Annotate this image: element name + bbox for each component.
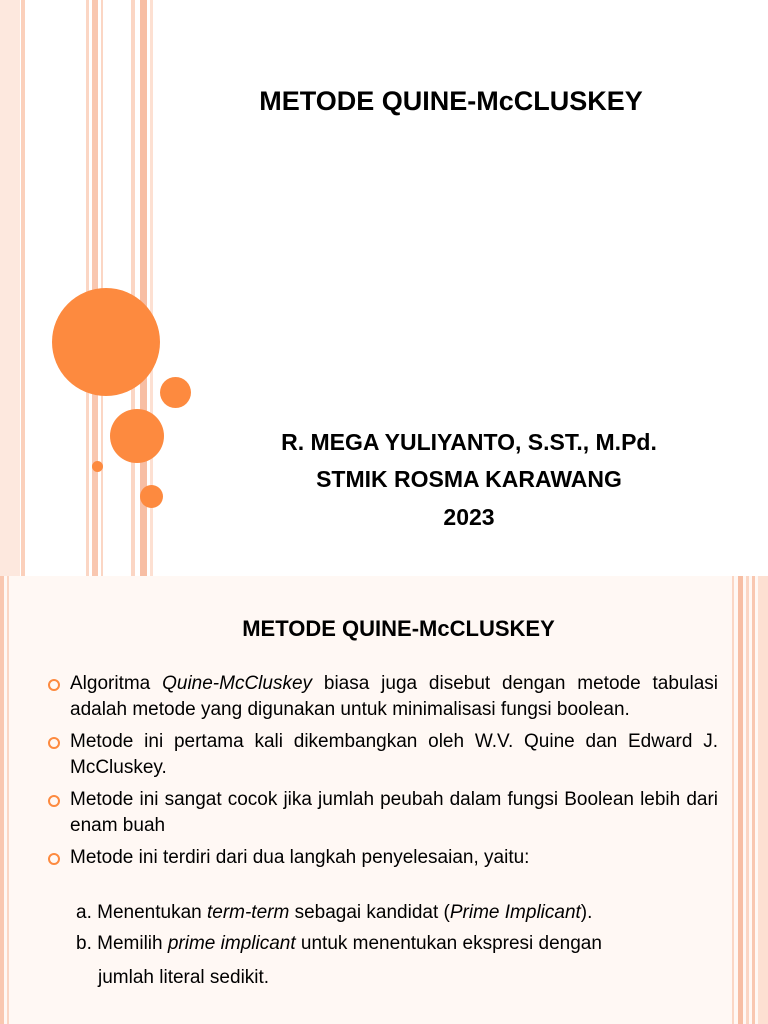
decor-circle-large — [52, 288, 160, 396]
decor-stripe — [732, 576, 734, 1024]
bullet-ring-icon — [48, 679, 60, 691]
list-item — [46, 671, 718, 723]
slide-title: METODE QUINE-McCLUSKEY — [259, 86, 643, 116]
decor-stripe — [758, 576, 768, 1024]
sub-emphasis: prime implicant — [167, 933, 296, 954]
bullet-text: Metode ini sangat cocok jika jumlah peubah dalam fungsi Boolean lebih dari enam buah — [70, 789, 718, 836]
list-item — [46, 845, 718, 871]
decor-circle-small — [160, 377, 191, 408]
bullet-text: Algoritma — [70, 673, 163, 694]
decor-stripe — [0, 576, 4, 1024]
decor-stripe — [752, 576, 755, 1024]
bullet-ring-icon — [48, 853, 60, 865]
year: 2023 — [443, 504, 495, 530]
list-item — [46, 729, 718, 781]
bullet-ring-icon — [48, 795, 60, 807]
bullet-list — [46, 671, 718, 877]
sub-item-b-line2: jumlah literal sedikit. — [98, 967, 270, 988]
sub-item-a — [76, 902, 592, 924]
decor-stripe — [7, 576, 9, 1024]
sub-text: ). — [580, 902, 593, 923]
sub-text: sebagai kandidat ( — [289, 902, 450, 923]
institution-name: STMIK ROSMA KARAWANG — [316, 466, 622, 492]
sub-emphasis: Prime Implicant — [449, 902, 581, 923]
bullet-text: Metode ini pertama kali dikembangkan oleh W.V. Quine dan Edward J. McCluskey. — [70, 731, 718, 778]
content-slide — [0, 576, 768, 1024]
sub-text: b. Memilih — [76, 933, 168, 954]
bullet-emphasis: Quine-McCluskey — [162, 673, 313, 694]
sub-item-b — [76, 933, 602, 955]
author-name: R. MEGA YULIYANTO, S.ST., M.Pd. — [281, 429, 657, 455]
decor-stripe — [746, 576, 749, 1024]
sub-text: untuk menentukan ekspresi dengan — [295, 933, 602, 954]
decor-stripe — [738, 576, 743, 1024]
sub-emphasis: term-term — [206, 902, 290, 923]
list-item — [46, 787, 718, 839]
bullet-text: Metode ini terdiri dari dua langkah penyelesaian, yaitu: — [70, 847, 530, 868]
slide-title: METODE QUINE-McCLUSKEY — [242, 616, 555, 641]
bullet-text: biasa juga disebut dengan metode tabulasi adalah metode yang digunakan untuk minimalisasi fungsi boolean. — [70, 673, 718, 720]
bullet-ring-icon — [48, 737, 60, 749]
sub-text: a. Menentukan — [76, 902, 207, 923]
